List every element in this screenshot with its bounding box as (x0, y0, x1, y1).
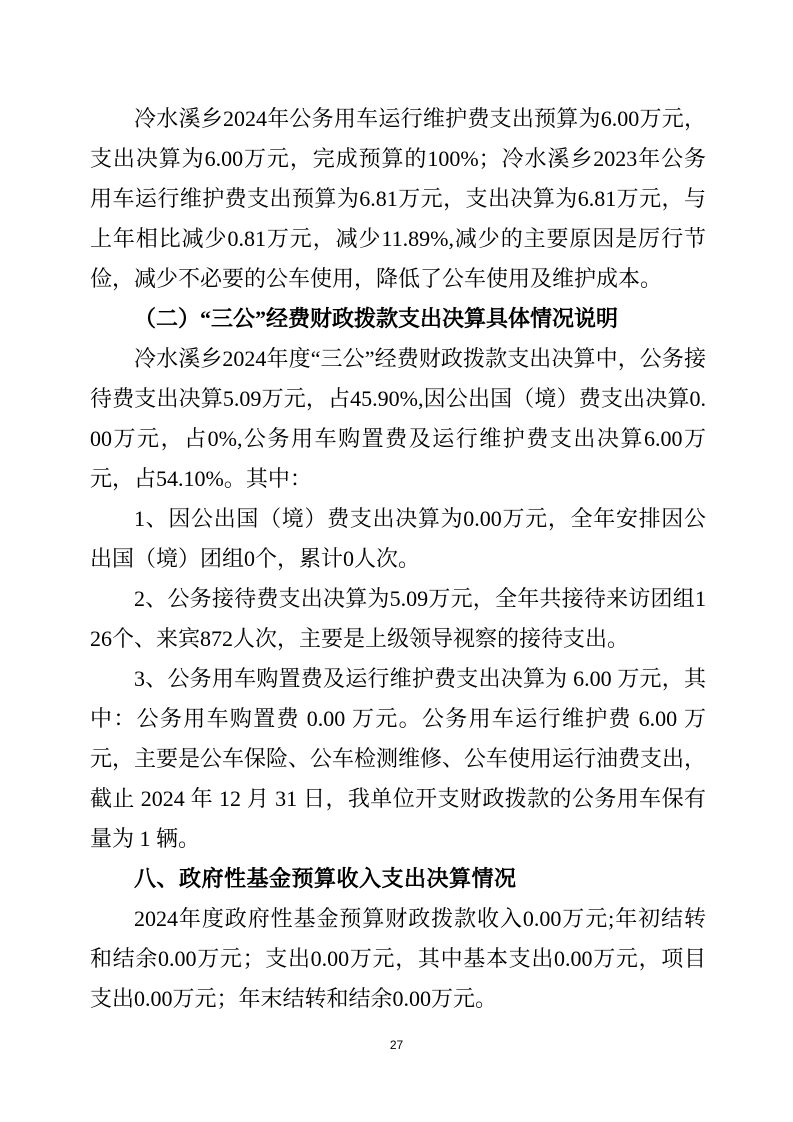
list-item-vehicle-expense: 3、公务用车购置费及运行维护费支出决算为 6.00 万元，其中：公务用车购置费 0.00 万元。公务用车运行维护费 6.00 万元，主要是公车保险、公车检测维修、公车使用运行油费支出，截止 2024 年 12 月 31 日，我单位开支财政拨款的公务用车保有量为 1 辆。 (90, 666, 707, 851)
list-item-abroad-expense: 1、因公出国（境）费支出决算为0.00万元，全年安排因公出国（境）团组0个，累计0人次。 (90, 506, 706, 571)
paragraph-sangong-overview: 冷水溪乡2024年度“三公”经费财政拨款支出决算中，公务接待费支出决算5.09万元，占45.90%,因公出国（境）费支出决算0.00万元，占0%,公务用车购置费及运行维护费支出决算6.00万元，占54.10%。其中： (90, 346, 706, 491)
paragraph-gov-fund: 2024年度政府性基金预算财政拨款收入0.00万元;年初结转和结余0.00万元；支出0.00万元，其中基本支出0.00万元，项目支出0.00万元；年末结转和结余0.00万元。 (90, 906, 706, 1011)
paragraph-vehicle-cost-comparison: 冷水溪乡2024年公务用车运行维护费支出预算为6.00万元，支出决算为6.00万元，完成预算的100%；冷水溪乡2023年公务用车运行维护费支出预算为6.81万元，支出决算为6.81万元，与上年相比减少0.81万元，减少11.89%,减少的主要原因是厉行节俭，减少不必要的公车使用，降低了公车使用及维护成本。 (90, 106, 706, 291)
section-heading-sangong-detail: （二）“三公”经费财政拨款支出决算具体情况说明 (134, 306, 619, 331)
section-heading-gov-fund: 八、政府性基金预算收入支出决算情况 (134, 866, 517, 891)
page-number: 27 (389, 1038, 404, 1052)
list-item-reception-expense: 2、公务接待费支出决算为5.09万元，全年共接待来访团组126个、来宾872人次，主要是上级领导视察的接待支出。 (90, 586, 706, 651)
document-body (90, 99, 706, 1019)
